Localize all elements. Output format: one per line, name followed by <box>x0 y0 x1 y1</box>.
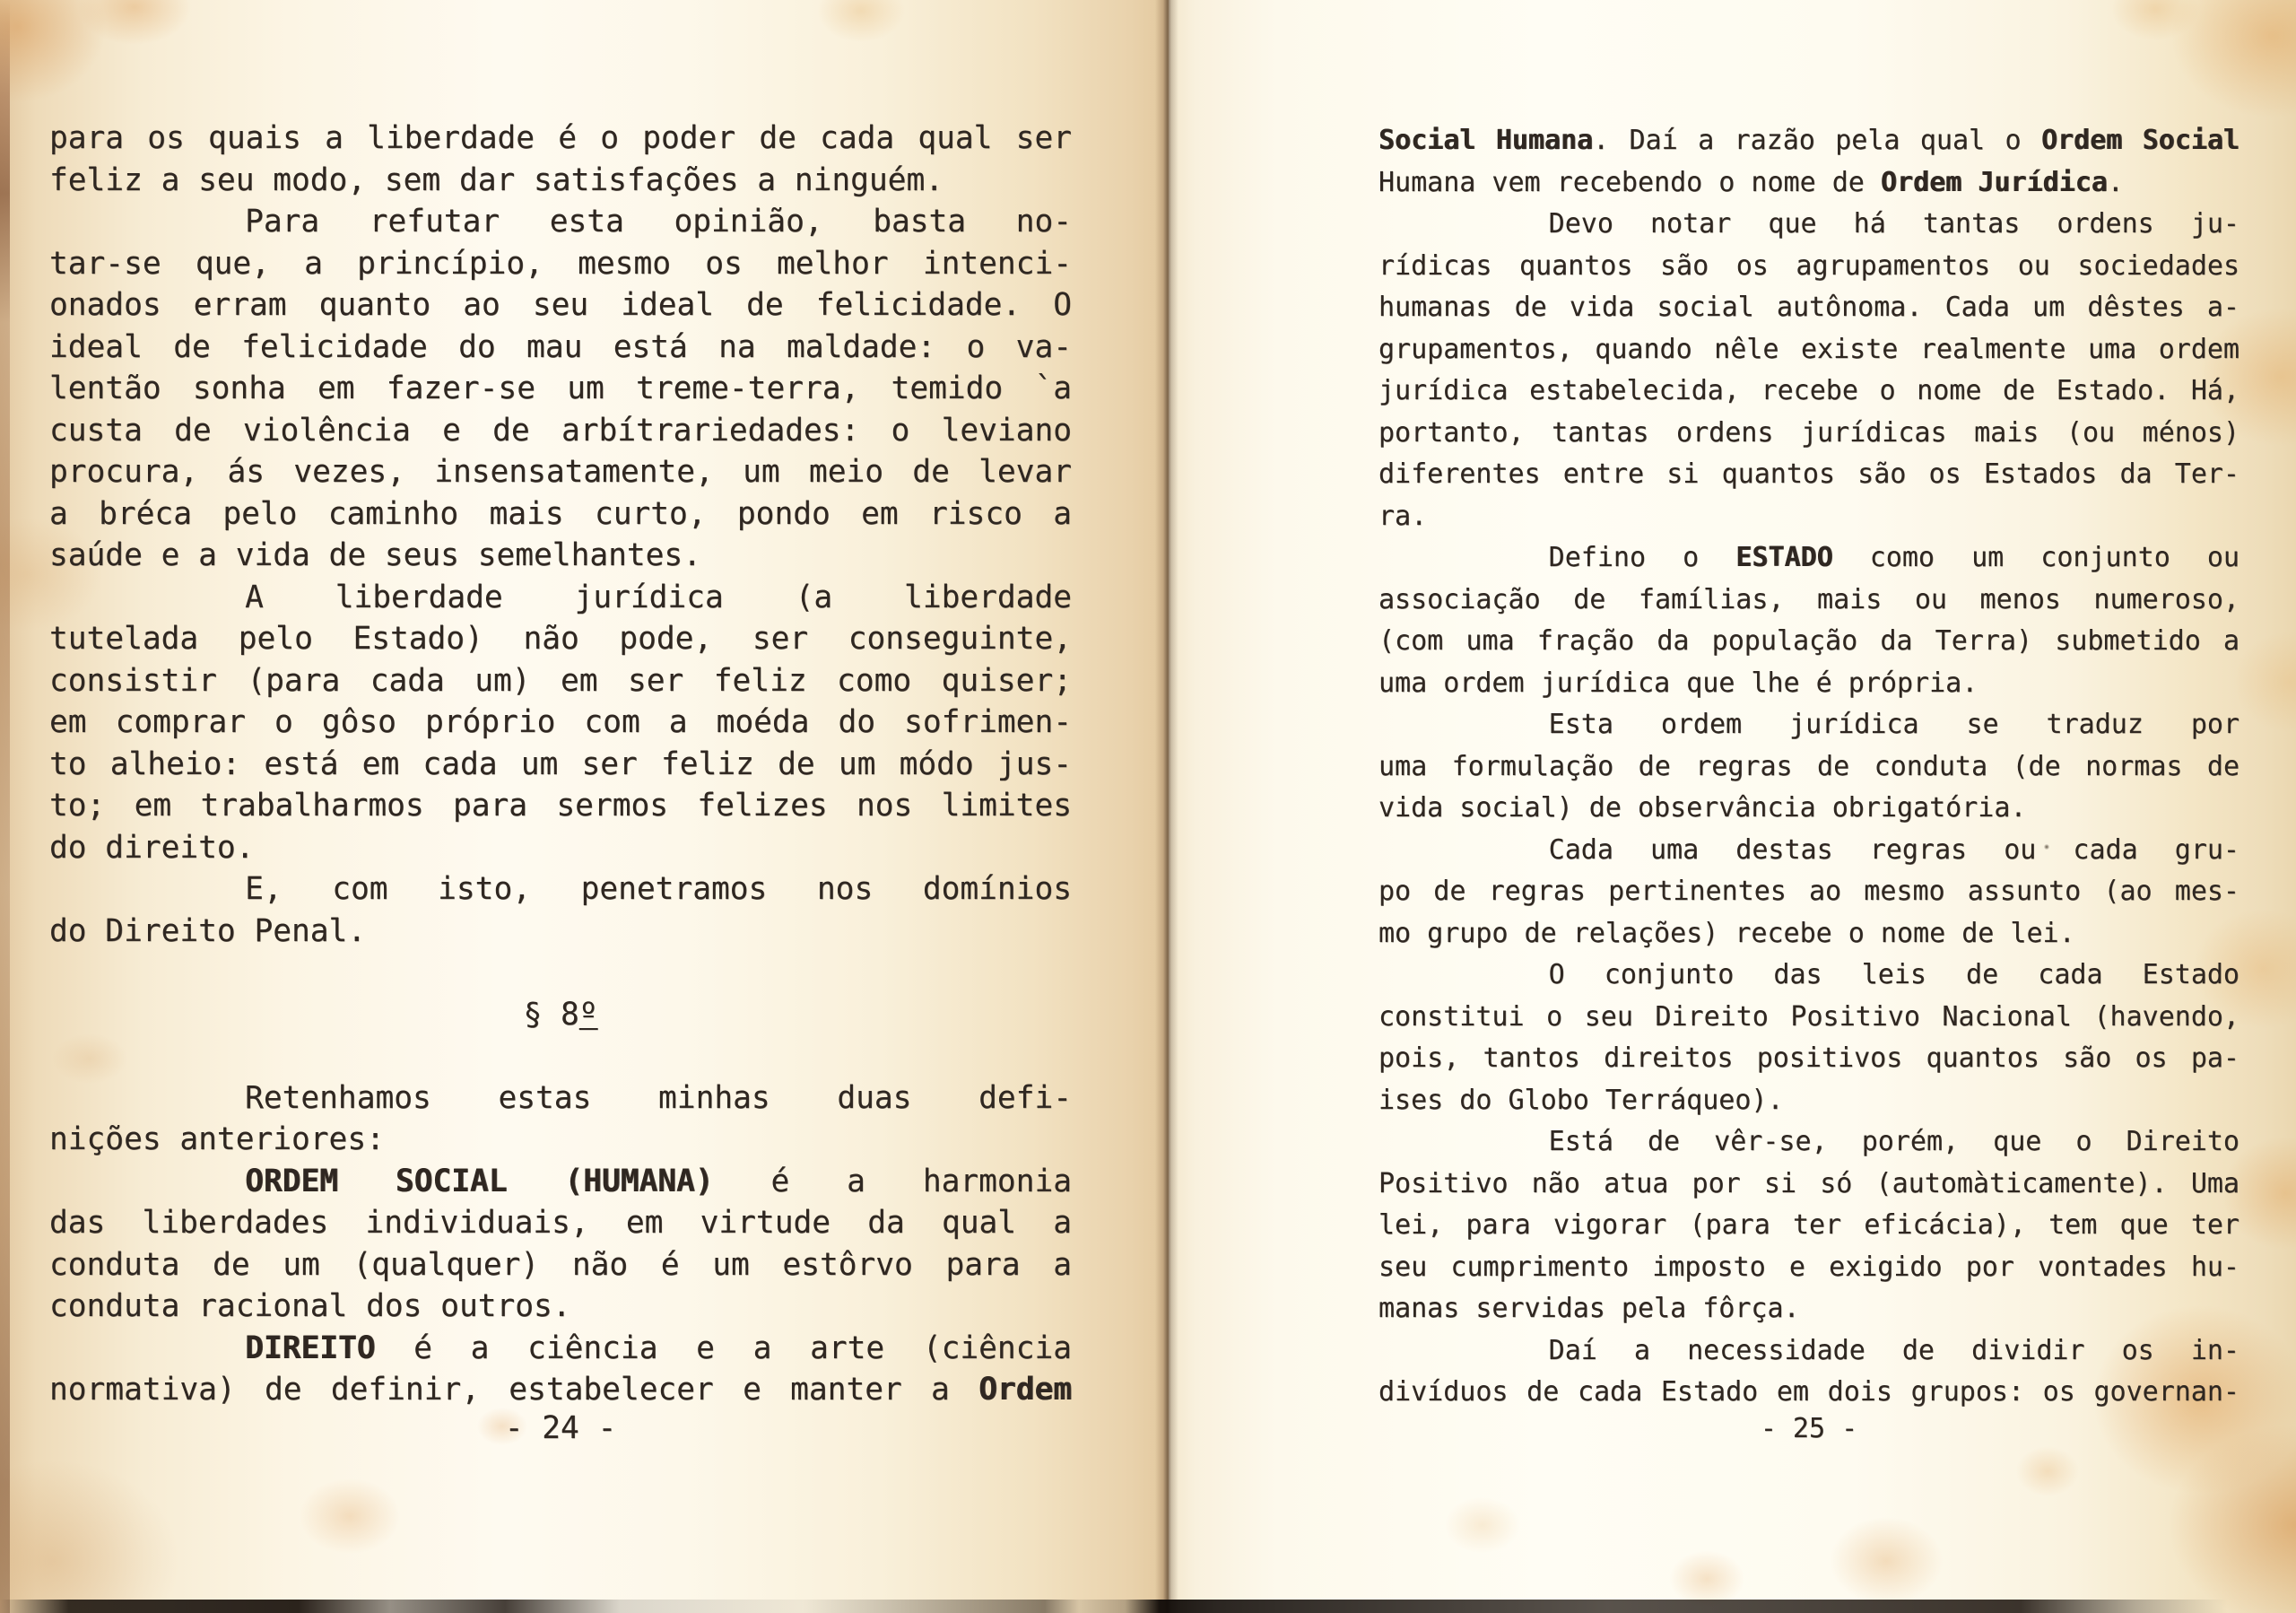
text-line: to alheio: está em cada um ser feliz de um módo jus- <box>49 745 1072 782</box>
text-line: consistir (para cada um) em ser feliz como quiser; <box>49 662 1072 699</box>
text-line: seu cumprimento imposto e exigido por vontades hu- <box>1378 1251 2239 1283</box>
scan-left-edge-shadow <box>0 0 10 1613</box>
text-line: DIREITO é a ciência e a arte (ciência <box>245 1330 1072 1366</box>
text-line: grupamentos, quando nêle existe realmente uma ordem <box>1378 333 2239 365</box>
blank-line <box>49 952 1072 994</box>
text-line: Positivo não atua por si só (automàticamente). Uma <box>1378 1167 2239 1199</box>
section-heading: § 8º <box>523 996 598 1033</box>
text-line: Defino o ESTADO como um conjunto ou <box>1548 542 2239 573</box>
text-line: uma formulação de regras de conduta (de normas de <box>1378 750 2239 782</box>
scan-bottom-edge <box>0 1600 2296 1613</box>
text-line: custa de violência e de arbítrariedades: o leviano <box>49 412 1072 449</box>
text-line: lentão sonha em fazer-se um treme-terra, temido `a <box>49 371 1072 406</box>
page-number: - 25 - <box>1760 1413 1858 1444</box>
text-line: em comprar o gôso próprio com a moéda do sofrimen- <box>49 704 1072 740</box>
text-line: Daí a necessidade de dividir os in- <box>1548 1334 2239 1366</box>
text-line: humanas de vida social autônoma. Cada um dêstes a- <box>1378 292 2239 323</box>
text-line: Humana vem recebendo o nome de Ordem Jurídica. <box>1378 166 2124 198</box>
text-line: normativa) de definir, estabelecer e manter a Ordem <box>49 1372 1072 1408</box>
text-line: vida social) de observância obrigatória. <box>1378 792 2027 824</box>
text-line: Esta ordem jurídica se traduz por <box>1548 709 2239 740</box>
text-line: ises do Globo Terráqueo). <box>1378 1084 1784 1116</box>
right-page-text-column <box>1378 120 2239 1414</box>
text-line: do Direito Penal. <box>49 912 367 949</box>
text-line: ORDEM SOCIAL (HUMANA) é a harmonia <box>245 1163 1072 1199</box>
text-line: Devo notar que há tantas ordens ju- <box>1548 208 2239 240</box>
text-line: diferentes entre si quantos são os Estados da Ter- <box>1378 458 2239 490</box>
book-gutter-shadow <box>1155 0 1182 1613</box>
text-line: pois, tantos direitos positivos quantos são os pa- <box>1378 1042 2239 1074</box>
text-line: associação de famílias, mais ou menos numeroso, <box>1378 583 2239 615</box>
text-line: O conjunto das leis de cada Estado <box>1548 959 2239 990</box>
text-line: onados erram quanto ao seu ideal de felicidade. O <box>49 287 1072 323</box>
text-line: conduta racional dos outros. <box>49 1288 571 1324</box>
blank-line <box>49 1035 1072 1077</box>
text-line: feliz a seu modo, sem dar satisfações a ninguém. <box>49 161 944 198</box>
text-line: saúde e a vida de seus semelhantes. <box>49 537 701 573</box>
text-line: lei, para vigorar (para ter eficácia), tem que ter <box>1378 1209 2239 1241</box>
text-line: conduta de um (qualquer) não é um estôrvo para a <box>49 1246 1072 1283</box>
text-line: a bréca pelo caminho mais curto, pondo em risco a <box>49 495 1072 532</box>
text-line: nições anteriores: <box>49 1121 385 1157</box>
text-line: rídicas quantos são os agrupamentos ou sociedades <box>1378 249 2239 282</box>
text-line: do direito. <box>49 829 255 866</box>
text-line: (com uma fração da população da Terra) submetido a <box>1378 625 2239 657</box>
text-line: para os quais a liberdade é o poder de cada qual ser <box>49 120 1072 156</box>
text-line: das liberdades individuais, em virtude da qual a <box>49 1205 1072 1241</box>
text-line: tutelada pelo Estado) não pode, ser conseguinte, <box>49 621 1072 657</box>
text-line: mo grupo de relações) recebe o nome de lei. <box>1378 917 2075 949</box>
text-line: po de regras pertinentes ao mesmo assunto (ao mes- <box>1378 876 2239 907</box>
text-line: jurídica estabelecida, recebe o nome de Estado. Há, <box>1378 375 2239 406</box>
text-line: to; em trabalharmos para sermos felizes nos limites <box>49 788 1072 824</box>
text-line: uma ordem jurídica que lhe é própria. <box>1378 667 1979 699</box>
text-line: A liberdade jurídica (a liberdade <box>245 579 1072 615</box>
text-line: Está de vêr-se, porém, que o Direito <box>1548 1126 2239 1157</box>
text-line: tar-se que, a princípio, mesmo os melhor intenci- <box>49 245 1072 282</box>
text-line: ideal de felicidade do mau está na maldade: o va- <box>49 328 1072 365</box>
left-page-text-column <box>49 118 1072 1411</box>
text-line: procura, ás vezes, insensatamente, um meio de levar <box>49 454 1072 490</box>
text-line: Para refutar esta opinião, basta no- <box>245 204 1072 240</box>
text-line: E, com isto, penetramos nos domínios <box>245 871 1072 907</box>
text-line: manas servidas pela fôrça. <box>1378 1293 1800 1324</box>
text-line: Cada uma destas regras ou cada gru- <box>1548 833 2239 866</box>
page-number: - 24 - <box>504 1410 617 1446</box>
text-line: Social Humana. Daí a razão pela qual o Ordem Social <box>1378 125 2239 156</box>
text-line: Retenhamos estas minhas duas defi- <box>245 1079 1072 1116</box>
book-page-right <box>1169 0 2296 1613</box>
text-line: portanto, tantas ordens jurídicas mais (ou ménos) <box>1378 416 2239 449</box>
text-line: divíduos de cada Estado em dois grupos: os governan- <box>1378 1376 2239 1408</box>
text-line: constitui o seu Direito Positivo Nacional (havendo, <box>1378 1000 2239 1033</box>
text-line: ra. <box>1378 500 1428 532</box>
